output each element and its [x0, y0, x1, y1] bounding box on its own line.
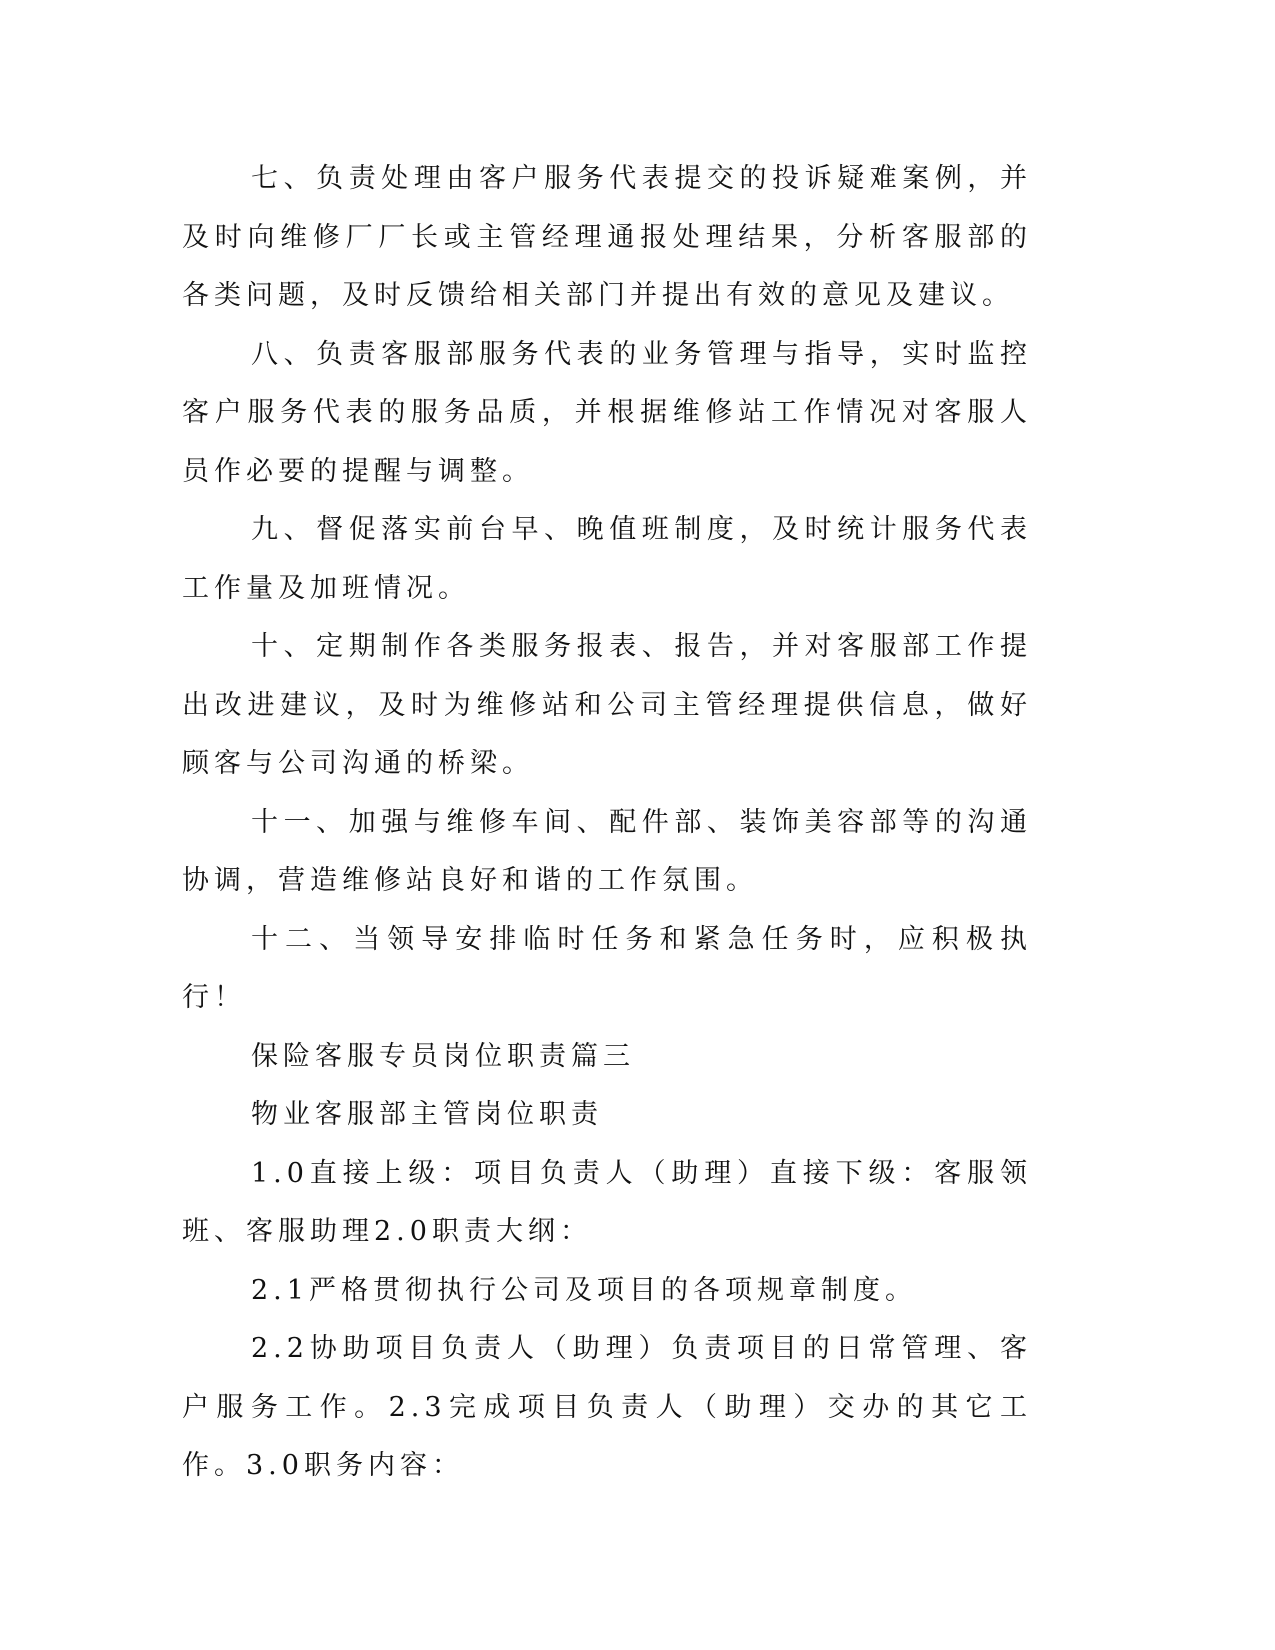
paragraph-item-9: 九、督促落实前台早、晚值班制度，及时统计服务代表工作量及加班情况。 [182, 514, 1032, 604]
paragraph-item-7: 七、负责处理由客户服务代表提交的投诉疑难案例，并及时向维修厂厂长或主管经理通报处理结果，分析客服部的各类问题，及时反馈给相关部门并提出有效的意见及建议。 [182, 163, 1032, 311]
document-body [182, 150, 1032, 1496]
paragraph-duty-2-2: 2.2协助项目负责人（助理）负责项目的日常管理、客户服务工作。2.3完成项目负责人（助理）交办的其它工作。3.0职务内容： [182, 1333, 1032, 1481]
paragraph-duty-2-1: 2.1严格贯彻执行公司及项目的各项规章制度。 [251, 1274, 917, 1306]
subsection-heading: 物业客服部主管岗位职责 [251, 1099, 603, 1130]
paragraph-item-8: 八、负责客服部服务代表的业务管理与指导，实时监控客户服务代表的服务品质，并根据维修站工作情况对客服人员作必要的提醒与调整。 [182, 338, 1032, 487]
paragraph-item-12: 十二、当领导安排临时任务和紧急任务时，应积极执行！ [182, 923, 1032, 1013]
paragraph-reporting-line: 1.0直接上级：项目负责人（助理）直接下级：客服领班、客服助理2.0职责大纲： [182, 1157, 1032, 1247]
section-heading: 保险客服专员岗位职责篇三 [251, 1040, 635, 1072]
paragraph-item-10: 十、定期制作各类服务报表、报告，并对客服部工作提出改进建议，及时为维修站和公司主管经理提供信息，做好顾客与公司沟通的桥梁。 [182, 631, 1032, 779]
paragraph-item-11: 十一、加强与维修车间、配件部、装饰美容部等的沟通协调，营造维修站良好和谐的工作氛围。 [182, 806, 1032, 896]
